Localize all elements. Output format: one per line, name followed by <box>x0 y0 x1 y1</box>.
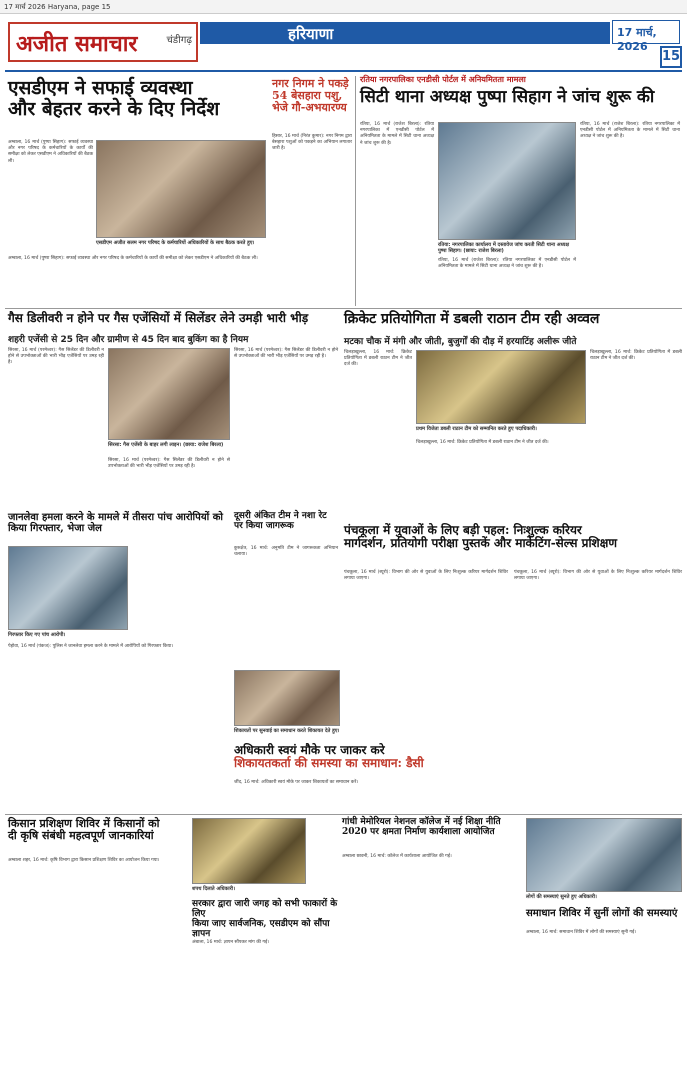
gas-caption-credit: (छाया: राजेश बिरला) <box>182 442 224 448</box>
kisan-headline <box>8 818 188 854</box>
cricket-photo <box>416 350 586 424</box>
issue-date: 17 मार्च, 2026 <box>612 20 680 44</box>
sdm-headline-line1: एसडीएम ने सफाई व्यवस्था <box>8 77 193 99</box>
samadhan-headline: समाधान शिविर में सुनीं लोगों की समस्याएं <box>526 908 678 919</box>
gas-body: सिरसा, 16 मार्च (परमेश्वर): गैस सिलेंडर की डिलीवरी न होने से उपभोक्ताओं की भारी भीड़ एजेंसियों पर उमड़ रही है। <box>8 348 104 366</box>
kisan-headline-line2: दी कृषि संबंधी महत्वपूर्ण जानकारियां <box>8 829 154 843</box>
police-caption: गिरफ्तार किए गए पांच आरोपी। <box>8 632 66 638</box>
officer-headline <box>234 744 682 778</box>
sarkar-headline <box>192 899 338 939</box>
gandhi-headline-line1: गांधी मेमोरियल नेशनल कॉलेज में नई शिक्षा नीति <box>342 817 501 827</box>
cricket-caption: प्रथम विजेता डबली राठान टीम को सम्मानित करते हुए पदाधिकारी। <box>416 426 537 432</box>
cricket-body-3: चिलड़ाखुल्ला, 16 मार्च: क्रिकेट प्रतियोगिता में डबली राठान टीम ने जीत दर्ज की। <box>590 350 682 362</box>
cricket-body-2: चिलड़ाखुल्ला, 16 मार्च: क्रिकेट प्रतियोगिता में डबली राठान टीम ने जीत दर्ज की। <box>416 440 549 445</box>
masthead-rule <box>5 70 682 72</box>
sirsa-body-3: रतिया, 16 मार्च (राजेश बिरला): रतिया नगरपालिका में एनडीसी पोर्टल में अनियमितता के मामले में सिटी थाना अध्यक्ष ने जांच शुरू की है। <box>580 122 680 140</box>
sirsa-photo <box>438 122 576 240</box>
sirsa-kicker: रतिया नगरपालिका एनडीसी पोर्टल में अनियमितता मामला <box>360 75 526 84</box>
nagar-headline: नगर निगम ने पकड़े 54 बेसहारा पशु, भेजे गौ-अभयारण्य <box>272 77 349 115</box>
samadhan-body: अम्बाला, 16 मार्च: समाधान शिविर में लोगों की समस्याएं सुनी गई। <box>526 930 636 935</box>
sarkar-headline-line2: किया जाए सार्वजनिक, एसडीएम को सौंपा ज्ञापन <box>192 918 330 939</box>
cricket-headline: क्रिकेट प्रतियोगिता में डबली राठान टीम रही अव्वल <box>344 311 600 327</box>
sarkar-caption: शपथ दिलाते अधिकारी। <box>192 886 235 892</box>
logo-text: अजीत समाचार <box>16 31 138 57</box>
sarkar-body: अंबाला, 16 मार्च: ज्ञापन सौंपकर मांग की गई। <box>192 940 269 945</box>
logo-city: चंडीगढ़ <box>166 35 192 46</box>
row-divider <box>5 308 682 309</box>
samadhan-caption: लोगों की समस्याएं सुनते हुए अधिकारी। <box>526 894 597 900</box>
gandhi-body: अम्बाला छावनी, 16 मार्च: कॉलेज में कार्यशाला आयोजित की गई। <box>342 854 452 859</box>
panchkula-headline <box>344 524 682 566</box>
police-headline: जानलेवा हमला करने के मामले में तीसरा पांच आरोपियों को किया गिरफ्तार, भेजा जेल <box>8 512 223 534</box>
gas-photo <box>108 348 230 440</box>
sirsa-body: रतिया, 16 मार्च (राजेश बिरला): रतिया नगरपालिका में एनडीसी पोर्टल में अनियमितता के मामले में सिटी थाना अध्यक्ष ने जांच शुरू की है। <box>360 122 434 146</box>
gas-subhead: शहरी एजेंसी से 25 दिन और ग्रामीण से 45 दिन बाद बुकिंग का है नियम <box>8 335 249 345</box>
gandhi-headline <box>342 818 522 850</box>
gas-body-3: सिरसा, 16 मार्च (परमेश्वर): गैस सिलेंडर की डिलीवरी न होने से उपभोक्ताओं की भारी भीड़ एजेंसियों पर उमड़ रही है। <box>234 348 338 360</box>
sirsa-body-2: रतिया, 16 मार्च (राजेश बिरला): रतिया नगरपालिका में एनडीसी पोर्टल में अनियमितता के मामले में सिटी थाना अध्यक्ष ने जांच शुरू की है। <box>438 258 576 270</box>
sdm-caption: एसडीएम अजीत सलम नगर परिषद के कर्मचारियों अधिकारियों के साथ बैठक करते हुए। <box>96 240 255 246</box>
police-photo <box>8 546 128 630</box>
cricket-subhead: मटका चौक में मंगी और जीती, बुजुर्गों की दौड़ में हरयाटिंह अलीरू जीते <box>344 337 577 347</box>
drugs-body: कुरुक्षेत्र, 16 मार्च: अनुमति टीम ने जागरूकता अभियान चलाया। <box>234 546 338 558</box>
sdm-headline-line2: और बेहतर करने के दिए निर्देश <box>8 97 220 120</box>
sirsa-caption-credit: (छाया: राजेश बिरला) <box>463 248 504 254</box>
sdm-body-2: अम्बाला, 16 मार्च (पुष्पा सिहाग): सफाई व्यवस्था और नगर परिषद के कर्मचारियों के कार्यों की समीक्षा को लेकर एसडीएम ने अधिकारियों की बैठक ली। <box>8 256 258 261</box>
section-title: हरियाणा <box>288 25 334 43</box>
browser-top-bar: 17 मार्च 2026 Haryana, page 15 <box>0 0 687 14</box>
officer-body: जींद, 16 मार्च: अधिकारी स्वयं मौके पर जाकर शिकायतों का समाधान करें। <box>234 780 359 785</box>
panchkula-headline-line2: मार्गदर्शन, प्रतियोगी परीक्षा पुस्तकें और मार्केटिंग-सेल्स प्रशिक्षण <box>344 536 618 551</box>
row-divider-2 <box>5 814 682 815</box>
sirsa-caption <box>438 242 576 256</box>
sdm-body: अम्बाला, 16 मार्च (पुष्पा सिहाग): सफाई व्यवस्था और नगर परिषद के कर्मचारियों के कार्यों की समीक्षा को लेकर एसडीएम ने अधिकारियों की बैठक ली। <box>8 140 93 164</box>
sirsa-headline: सिटी थाना अध्यक्ष पुष्पा सिहाग ने जांच शुरू की <box>360 87 655 107</box>
section-band <box>200 22 610 44</box>
sdm-photo <box>96 140 266 238</box>
gandhi-headline-line2: 2020 पर क्षमता निर्माण कार्यशाला आयोजित <box>342 826 495 837</box>
newspaper-logo <box>8 22 198 62</box>
gas-caption <box>108 442 230 456</box>
kisan-body: अम्बाला शहर, 16 मार्च: कृषि विभाग द्वारा किसान प्रशिक्षण शिविर का आयोजन किया गया। <box>8 858 160 863</box>
drugs-headline: दूसरी अंकित टीम ने नशा रेट पर किया जागरूक <box>234 511 327 531</box>
sdm-headline <box>8 78 270 136</box>
officer-caption: शिकायतों पर सुनवाई का समाधान करते शिकायत देते हुए। <box>234 728 340 734</box>
panchkula-body-2: पंचकूला, 16 मार्च (ब्यूरो): विभाग की ओर से युवाओं के लिए निःशुल्क करियर मार्गदर्शन शिविर लगाया जाएगा। <box>514 570 682 582</box>
nagar-body: हिसार, 16 मार्च (निरंत कुमार): नगर निगम द्वारा बेसहारा पशुओं को पकड़ने का अभियान लगातार जारी है। <box>272 134 352 152</box>
cricket-body: चिलड़ाखुल्ला, 16 मार्च: क्रिकेट प्रतियोगिता में डबली राठान टीम ने जीत दर्ज की। <box>344 350 412 368</box>
sirsa-caption-text: रतिया: नगरपालिका कार्यालय में दस्तावेज जांच करती सिटी थाना अध्यक्ष पुष्पा सिहाग। <box>438 242 569 254</box>
sarkar-headline-line1: सरकार द्वारा जारी जगह को सभी फाकारों के लिए <box>192 899 338 919</box>
page-number: 15 <box>660 46 682 68</box>
gas-body-2: सिरसा, 16 मार्च (परमेश्वर): गैस सिलेंडर की डिलीवरी न होने से उपभोक्ताओं की भारी भीड़ एजेंसियों पर उमड़ रही है। <box>108 458 230 470</box>
officer-headline-line1: अधिकारी स्वयं मौके पर जाकर करे <box>234 743 385 757</box>
panchkula-headline-line1: पंचकूला में युवाओं के लिए बड़ी पहल: निःशुल्क करियर <box>344 523 582 537</box>
gas-caption-text: सिरसा: गैस एजेंसी के बाहर लगी लाइन। <box>108 442 182 448</box>
gas-headline: गैस डिलीवरी न होने पर गैस एजेंसियों में सिलेंडर लेने उमड़ी भारी भीड़ <box>8 311 309 325</box>
sarkar-photo <box>192 818 306 884</box>
officer-headline-line2: शिकायतकर्ता की समस्या का समाधान: डैसी <box>234 756 424 771</box>
police-body: पेहोवा, 16 मार्च (पंकज): पुलिस ने जानलेवा हमला करने के मामले में आरोपियों को गिरफ्तार किया। <box>8 644 174 649</box>
kisan-headline-line1: किसान प्रशिक्षण शिविर में किसानों को <box>8 817 160 830</box>
officer-photo <box>234 670 340 726</box>
samadhan-photo <box>526 818 682 892</box>
column-divider <box>355 76 356 306</box>
panchkula-body: पंचकूला, 16 मार्च (ब्यूरो): विभाग की ओर से युवाओं के लिए निःशुल्क करियर मार्गदर्शन शिविर लगाया जाएगा। <box>344 570 508 582</box>
